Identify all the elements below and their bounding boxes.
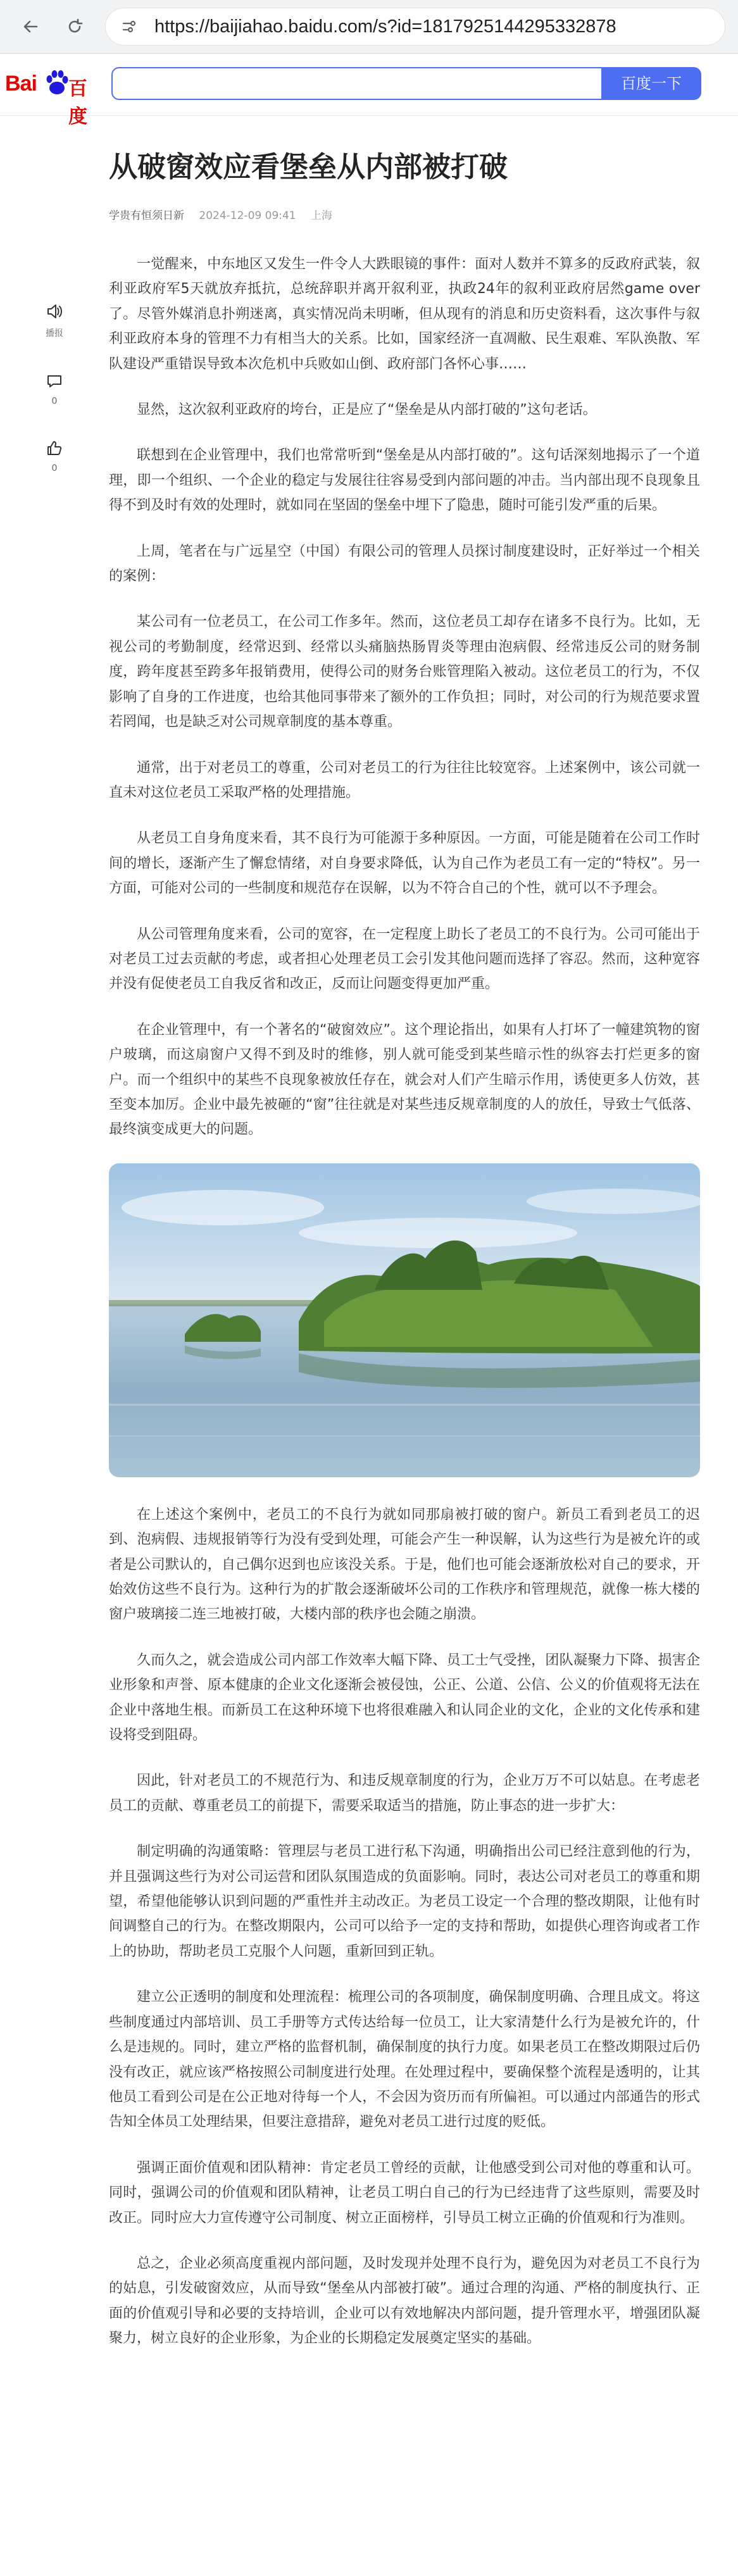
article-meta (109, 206, 679, 222)
paragraph: 从老员工自身角度来看，其不良行为可能源于多种原因。一方面，可能是随着在公司工作时间的增长，逐渐产生了懈怠情绪，对自身要求降低，认为自己作为老员工有一定的“特权”。另一方面，可能对公司的一些制度和规范存在误解，以为不符合自己的个性，就可以不予理会。 (109, 830, 700, 897)
paragraph: 上周，笔者在与广远星空（中国）有限公司的管理人员探讨制度建设时，正好举过一个相关的案例： (109, 543, 700, 585)
site-settings-icon[interactable] (119, 16, 139, 37)
author-name[interactable]: 学贵有恒须日新 (109, 209, 184, 222)
thumbs-up-icon (46, 439, 63, 457)
paragraph: 显然，这次叙利亚政府的垮台，正是应了“堡垒是从内部打破的”这句老话。 (137, 402, 597, 418)
publish-time: 2024-12-09 09:41 (199, 209, 296, 222)
logo-text-right: 百度 (68, 78, 87, 128)
paragraph: 某公司有一位老员工，在公司工作多年。然而，这位老员工却存在诸多不良行为。比如，无视公司的考勤制度，经常迟到、经常以头痛脑热肠胃炎等理由泡病假、经常违反公司的财务制度，跨年度甚至跨多年报销费用，使得公司的财务台账管理陷入被动。这位老员工的行为，不仅影响了自身的工作进度，也给其他同事带来了额外的工作负担；同时，对公司的行为规范要求置若罔闻，也是缺乏对公司规章制度的基本尊重。 (109, 614, 700, 730)
paragraph: 在上述这个案例中，老员工的不良行为就如同那扇被打破的窗户。新员工看到老员工的迟到、泡病假、违规报销等行为没有受到处理，可能会产生一种误解，认为这些行为是被允许的或者是公司默认的，自己偶尔迟到也应该没关系。于是，他们也可能会逐渐放松对自己的要求，开始效仿这些不良行为。这种行为的扩散会逐渐破坏公司的工作秩序和管理规范，就像一栋大楼的窗户玻璃接二连三地被打破，大楼内部的秩序也会随之崩溃。 (109, 1506, 700, 1623)
browser-toolbar (0, 0, 738, 54)
paragraph: 从公司管理角度来看，公司的宽容，在一定程度上助长了老员工的不良行为。公司可能出于对老员工过去贡献的考虑，或者担心处理老员工会引发其他问题而选择了容忍。然而，这种宽容并没有促使老员工自我反省和改正，反而让问题变得更加严重。 (109, 926, 700, 992)
comment-count: 0 (51, 396, 58, 406)
broadcast-label: 播报 (46, 328, 63, 339)
reload-icon[interactable] (61, 13, 89, 41)
logo-text-left: Bai (5, 72, 37, 96)
paw-icon (44, 69, 70, 97)
article-body (109, 252, 700, 2372)
speaker-icon (46, 303, 63, 320)
lake-landscape-image (109, 1163, 700, 1477)
url-text: https://baijiahao.baidu.com/s?id=1817925144295332878 (154, 16, 616, 37)
paragraph: 强调正面价值观和团队精神：肯定老员工曾经的贡献，让他感受到公司对他的尊重和认可。同时，强调公司的价值观和团队精神，让老员工明白自己的行为已经违背了这些原则，需要及时改正。同时应大力宣传遵守公司制度、树立正面榜样，引导员工树立正确的价值观和行为准则。 (109, 2160, 700, 2226)
paragraph: 联想到在企业管理中，我们也常常听到“堡垒是从内部打破的”。这句话深刻地揭示了一个道理，即一个组织、一个企业的稳定与发展往往容易受到内部问题的冲击。当内部出现不良现象且得不到及时有效的处理时，就如同在坚固的堡垒中埋下了隐患，随时可能引发严重的后果。 (109, 447, 700, 514)
paragraph: 因此，针对老员工的不规范行为、和违反规章制度的行为，企业万万不可以姑息。在考虑老员工的贡献、尊重老员工的前提下，需要采取适当的措施，防止事态的进一步扩大： (109, 1773, 700, 1814)
comment-icon (46, 372, 63, 390)
paragraph: 通常，出于对老员工的尊重，公司对老员工的行为往往比较宽容。上述案例中，该公司就一直未对这位老员工采取严格的处理措施。 (109, 760, 700, 801)
paragraph: 久而久之，就会造成公司内部工作效率大幅下降、员工士气受挫，团队凝聚力下降、损害企业形象和声誉、原本健康的企业文化逐渐会被侵蚀，公正、公道、公信、公义的价值观将无法在企业中落地生根。而新员工在这种环境下也将很难融入和认同企业的文化，企业的文化传承和建设将受到阻碍。 (109, 1652, 700, 1744)
paragraph: 总之，企业必须高度重视内部问题，及时发现并处理不良行为，避免因为对老员工不良行为的姑息，引发破窗效应，从而导致“堡垒从内部被打破”。通过合理的沟通、严格的制度执行、正面的价值观引导和必要的支持培训，企业可以有效地解决内部问题，提升管理水平，增强团队凝聚力，树立良好的企业形象，为企业的长期稳定发展奠定坚实的基础。 (109, 2255, 700, 2347)
article-title: 从破窗效应看堡垒从内部被打破 (109, 150, 508, 184)
paragraph: 建立公正透明的制度和处理流程：梳理公司的各项制度，确保制度明确、合理且成文。将这些制度通过内部培训、员工手册等方式传达给每一位员工，让大家清楚什么行为是被允许的，什么是违规的。同时，建立严格的监督机制，确保制度的执行力度。如果老员工在整改期限过后仍没有改正，就应该严格按照公司制度进行处理。在处理过程中，要确保整个流程是透明的，让其他员工看到公司是在公正地对待每一个人，不会因为资历而有所偏袒。可以通过内部通告的形式告知全体员工处理结果，但要注意措辞，避免对老员工进行过度的贬低。 (109, 1989, 700, 2130)
like-action[interactable] (37, 439, 72, 473)
search-button[interactable]: 百度一下 (601, 67, 701, 100)
search-input[interactable] (111, 67, 601, 100)
comment-action[interactable] (37, 372, 72, 406)
paragraph: 制定明确的沟通策略：管理层与老员工进行私下沟通，明确指出公司已经注意到他的行为，并且强调这些行为对公司运营和团队氛围造成的负面影响。同时，表达公司对老员工的尊重和期望，希望他能够认识到问题的严重性并主动改正。为老员工设定一个合理的整改期限，让他有时间调整自己的行为。在整改期限内，公司可以给予一定的支持和帮助，如提供心理咨询或者工作上的协助，帮助老员工克服个人问题，重新回到正轨。 (109, 1844, 700, 1960)
baidu-header (0, 54, 738, 128)
baidu-logo[interactable] (5, 66, 100, 128)
like-count: 0 (51, 463, 58, 473)
paragraph: 在企业管理中，有一个著名的“破窗效应”。这个理论指出，如果有人打坏了一幢建筑物的窗户玻璃，而这扇窗户又得不到及时的维修，别人就可能受到某些暗示性的纵容去打烂更多的窗户。而一个组织中的某些不良现象被放任存在，就会对人们产生暗示作用，诱使更多人仿效，甚至变本加厉。企业中最先被砸的“窗”往往就是对某些违反规章制度的人的放任，导致士气低落、最终演变成更大的问题。 (109, 1022, 700, 1138)
paragraph: 一觉醒来，中东地区又发生一件令人大跌眼镜的事件：面对人数并不算多的反政府武装，叙利亚政府军5天就放弃抵抗，总统辞职并离开叙利亚，执政24年的叙利亚政府居然game over了。尽管外媒消息扑朔迷离，真实情况尚未明晰，但从现有的消息和历史资料看，这次事件与叙利亚政府本身的管理不力有相当大的关系。比如，国家经济一直凋敝、民生艰难、军队涣散、军队建设严重错误导致本次危机中兵败如山倒、政府部门各怀心事…… (109, 256, 700, 372)
back-arrow-icon[interactable] (16, 13, 44, 41)
article-image[interactable] (109, 1163, 700, 1477)
broadcast-action[interactable] (37, 303, 72, 339)
address-bar[interactable] (105, 8, 725, 46)
publish-location: 上海 (311, 209, 333, 222)
